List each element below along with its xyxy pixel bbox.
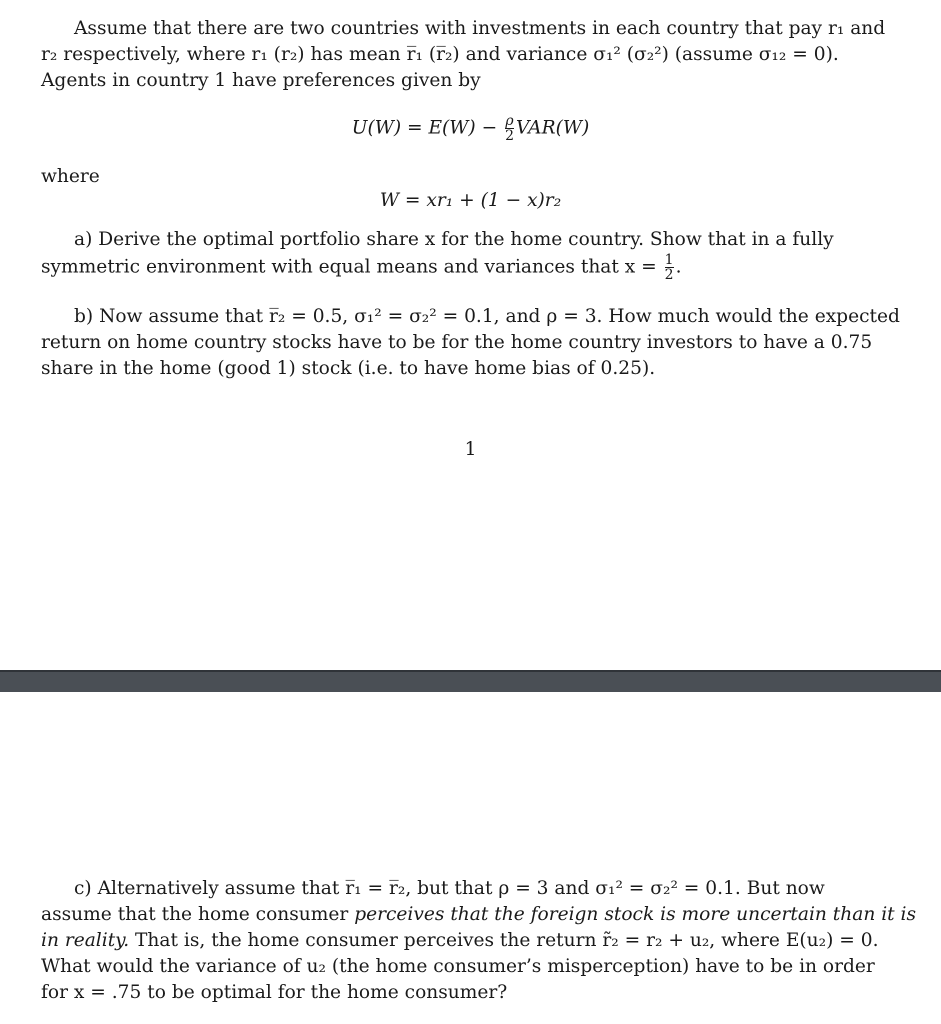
- utility-frac-den: 2: [505, 128, 514, 144]
- part-b-line-3: share in the home (good 1) stock (i.e. to have home bias of 0.25).: [41, 358, 656, 379]
- intro-line-3: Agents in country 1 have preferences given by: [41, 70, 481, 91]
- part-a-line-2: [41, 253, 859, 282]
- part-a-line-2-end: .: [675, 256, 682, 278]
- part-a-frac-num: 1: [664, 252, 674, 268]
- wealth-equation: [0, 190, 941, 211]
- page-divider: [0, 670, 941, 694]
- part-b-paragraph: [41, 304, 900, 382]
- part-c-line-2-emphasis: perceives that the foreign stock is more uncertain than it is: [354, 904, 917, 925]
- part-c-line-2: [41, 902, 917, 928]
- part-a-line-1: a) Derive the optimal portfolio share x for the home country. Show that in a fully: [74, 229, 834, 250]
- part-b-line-1: b) Now assume that r̅₂ = 0.5, σ₁² = σ₂² = 0.1, and ρ = 3. How much would the expected: [74, 306, 900, 327]
- intro-line-1: Assume that there are two countries with investments in each country that pay r₁ and: [74, 18, 886, 39]
- part-c-line-3-emphasis: in reality.: [41, 930, 130, 951]
- wealth-expression: W = xr₁ + (1 − x)r₂: [379, 190, 562, 211]
- utility-frac-num: ρ: [505, 113, 514, 129]
- utility-equation: [0, 114, 941, 143]
- intro-paragraph: [41, 16, 886, 94]
- utility-rhs: VAR(W): [516, 117, 590, 139]
- part-c-line-4: What would the variance of u₂ (the home consumer’s misperception) have to be in order: [41, 956, 875, 977]
- part-b-line-2: return on home country stocks have to be for the home country investors to have a 0.75: [41, 332, 873, 353]
- utility-fraction: [505, 114, 514, 143]
- part-c-line-1: c) Alternatively assume that r̅₁ = r̅₂, but that ρ = 3 and σ₁² = σ₂² = 0.1. But now: [74, 878, 825, 899]
- where-label: where: [41, 166, 100, 187]
- part-c-line-5: for x = .75 to be optimal for the home consumer?: [41, 982, 508, 1003]
- utility-lhs: U(W) = E(W) −: [351, 117, 498, 139]
- part-c-line-3: [41, 928, 879, 954]
- part-a-paragraph: [41, 227, 859, 282]
- part-a-frac-den: 2: [664, 267, 674, 283]
- intro-line-2: r₂ respectively, where r₁ (r₂) has mean r̅₁ (r̅₂) and variance σ₁² (σ₂²) (assume σ₁₂ = 0).: [41, 44, 839, 65]
- page-2: [0, 692, 941, 1024]
- part-c-paragraph: [41, 876, 917, 1006]
- page-number: 1: [464, 439, 477, 460]
- part-a-line-2-text: symmetric environment with equal means and variances that x =: [41, 256, 657, 278]
- part-c-line-2-a: assume that the home consumer: [41, 904, 355, 925]
- part-a-fraction: [665, 253, 674, 282]
- part-c-line-3-b: That is, the home consumer perceives the return r̃₂ = r₂ + u₂, where E(u₂) = 0.: [129, 930, 879, 951]
